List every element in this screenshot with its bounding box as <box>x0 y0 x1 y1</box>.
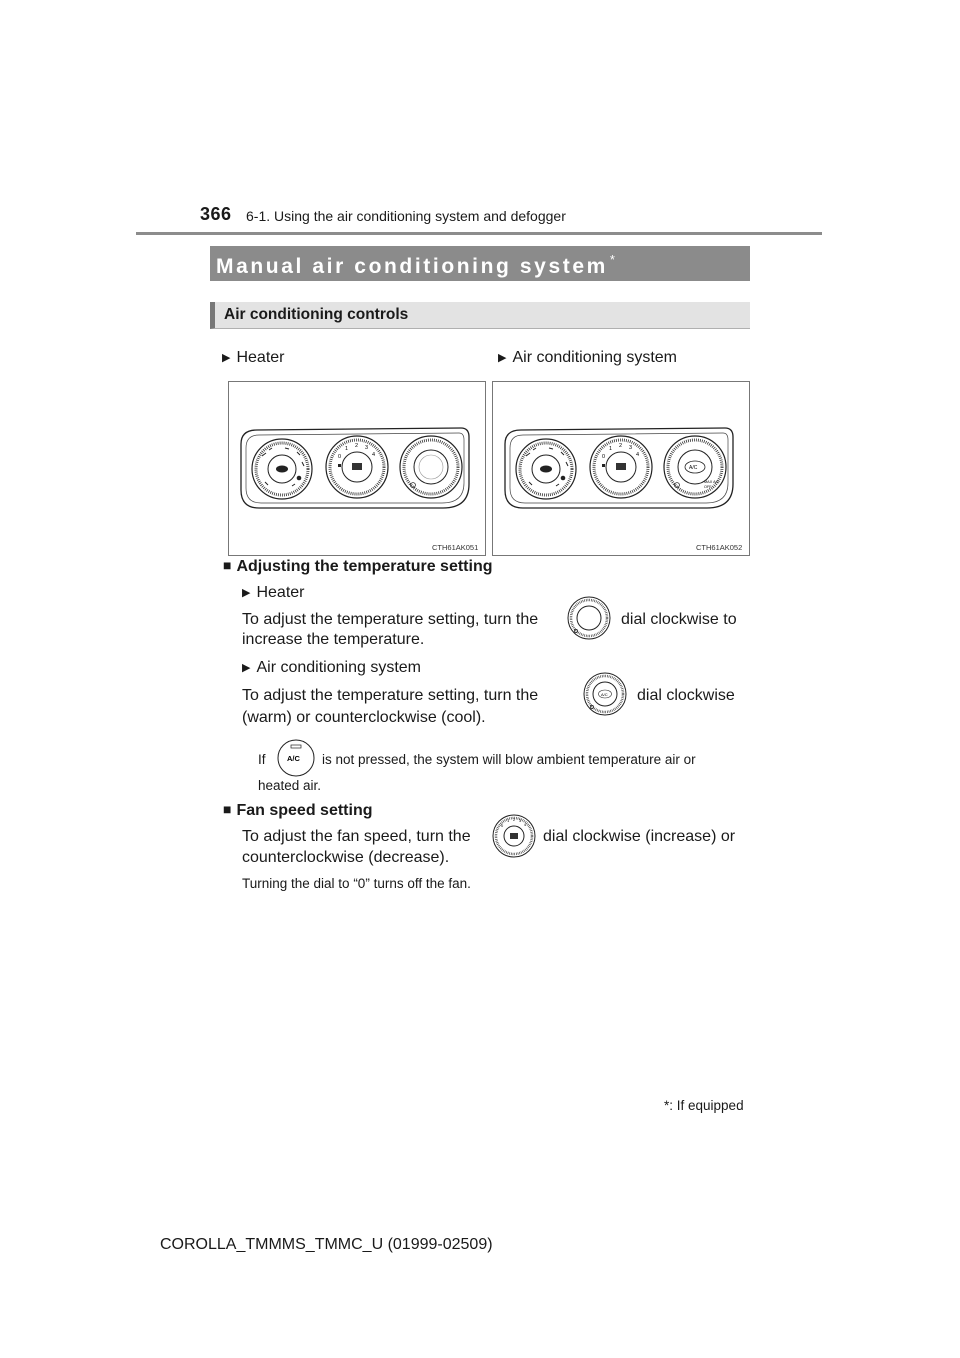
ac-off-label: OFF <box>704 485 712 489</box>
ac-subheading-text: Air conditioning system <box>256 659 421 676</box>
fan-text-line1a: To adjust the fan speed, turn the <box>242 828 471 845</box>
heater-control-figure <box>228 381 486 556</box>
temperature-heading <box>223 557 493 576</box>
fan-note: Turning the dial to “0” turns off the fan. <box>242 876 471 891</box>
ac-fan-number-3: 3 <box>629 445 633 451</box>
fan-text-line2: counterclockwise (decrease). <box>242 849 450 866</box>
ac-figure-label-text: Air conditioning system <box>512 349 677 366</box>
fan-speed-dial-icon <box>491 813 537 859</box>
fan-number-3: 3 <box>365 445 369 451</box>
heater-text-line1b: dial clockwise to <box>621 611 737 628</box>
page-title <box>216 252 615 279</box>
heater-figure-label <box>222 349 285 367</box>
footnote-text: : If equipped <box>669 1098 744 1113</box>
temperature-heading-text: Adjusting the temperature setting <box>236 558 493 575</box>
ac-note-line2: heated air. <box>258 778 322 793</box>
fan-heading-text: Fan speed setting <box>236 802 373 819</box>
ac-figure-label <box>498 349 677 367</box>
footnote <box>664 1098 744 1113</box>
arrow-bullet-icon: ▶ <box>498 352 507 364</box>
title-asterisk: * <box>609 252 615 267</box>
ac-control-figure <box>492 381 750 556</box>
fan-number-2: 2 <box>355 443 359 449</box>
ac-button-icon-label: A/C <box>287 754 300 763</box>
ac-panel-illustration <box>493 382 749 555</box>
ac-figure-code: CTH61AK052 <box>696 543 743 552</box>
fan-icon-number-0: 0 <box>501 823 504 828</box>
ac-note-line1a: If <box>258 752 266 767</box>
ac-icon-label: A/C <box>601 692 608 697</box>
fan-icon-number-1: 1 <box>507 818 510 823</box>
fan-text-line1b: dial clockwise (increase) or <box>543 828 736 845</box>
square-bullet-icon: ■ <box>223 801 232 817</box>
ac-fan-number-0: 0 <box>602 454 606 460</box>
fan-number-4: 4 <box>372 452 376 458</box>
heater-text-line1a: To adjust the temperature setting, turn the <box>242 611 539 628</box>
temperature-dial-icon <box>566 595 612 641</box>
square-bullet-icon: ■ <box>223 557 232 573</box>
page-title-text: Manual air conditioning system <box>216 255 608 278</box>
heater-subheading-text: Heater <box>256 584 305 601</box>
fan-icon-number-2: 2 <box>513 817 516 822</box>
ac-text-line1b: dial clockwise <box>637 687 735 704</box>
heater-figure-label-text: Heater <box>236 349 285 366</box>
title-bar <box>210 246 750 281</box>
arrow-bullet-icon: ▶ <box>222 352 231 364</box>
footnote-symbol: * <box>664 1098 670 1113</box>
arrow-bullet-icon: ▶ <box>242 662 251 674</box>
ac-subheading <box>242 659 421 677</box>
ac-temperature-dial-icon <box>582 671 628 717</box>
section-reference: 6-1. Using the air conditioning system and defogger <box>246 208 566 224</box>
heater-subheading <box>242 584 305 602</box>
max-ac-label: MAX A/C <box>704 480 720 484</box>
page-number: 366 <box>200 204 232 224</box>
header-rule <box>136 232 822 235</box>
ac-button-label: A/C <box>689 465 698 471</box>
ac-button-icon <box>276 738 316 778</box>
fan-icon-number-4: 4 <box>524 822 527 827</box>
ac-fan-number-4: 4 <box>636 452 640 458</box>
fan-heading <box>223 801 373 820</box>
fan-number-1: 1 <box>345 446 349 452</box>
document-footer: COROLLA_TMMMS_TMMC_U (01999-02509) <box>160 1236 493 1253</box>
heater-panel-illustration <box>229 382 485 555</box>
fan-icon-number-3: 3 <box>519 818 522 823</box>
arrow-bullet-icon: ▶ <box>242 587 251 599</box>
heater-figure-code: CTH61AK051 <box>432 543 479 552</box>
fan-number-0: 0 <box>338 454 342 460</box>
ac-fan-number-1: 1 <box>609 446 613 452</box>
ac-note-line1b: is not pressed, the system will blow ambient temperature air or <box>322 752 696 767</box>
ac-text-line1a: To adjust the temperature setting, turn the <box>242 687 539 704</box>
subtitle-bar <box>210 302 750 329</box>
ac-text-line2: (warm) or counterclockwise (cool). <box>242 709 486 726</box>
heater-text-line2: increase the temperature. <box>242 631 425 648</box>
ac-fan-number-2: 2 <box>619 443 623 449</box>
subtitle: Air conditioning controls <box>224 306 409 323</box>
